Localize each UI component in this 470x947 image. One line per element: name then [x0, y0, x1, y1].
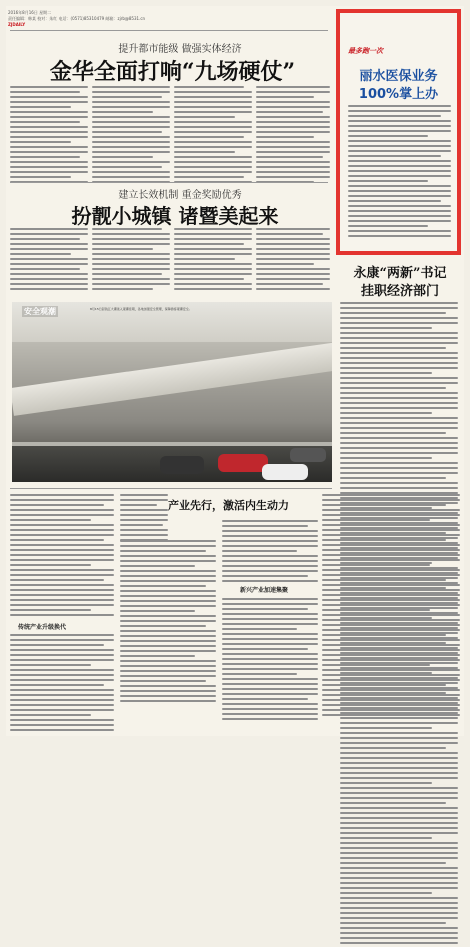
- story3-column-1b: [10, 634, 114, 734]
- story1-headline: 金华全面打响“九场硬仗”: [49, 59, 296, 85]
- sidebox-headline-2: 100%掌上办: [358, 87, 439, 102]
- story2-kicker: 建立长效机制 重金奖励优秀: [118, 190, 242, 201]
- masthead-brand: ZJDAILY: [8, 22, 26, 27]
- masthead-date: 2016年8月16日 星期二: [8, 10, 52, 15]
- sidebox-body: [348, 105, 451, 240]
- story3-headline: 产业先行，激活内生动力: [168, 499, 289, 512]
- story3-column-2: [120, 540, 216, 705]
- story3-subhead-1: 传统产业升级换代: [18, 624, 67, 631]
- masthead-credits: 责任编辑：韩某 校对：朱红 电话：(0571)85310479 邮箱：zjrb@8531.cn: [8, 16, 146, 21]
- story2-headline: 扮靓小城镇 诸暨美起来: [71, 204, 279, 228]
- sidebox-headline-1: 丽水医保业务: [359, 69, 438, 84]
- side-story-headline-1: 永康“两新”书记: [353, 266, 447, 281]
- story2-column-2: [92, 228, 170, 293]
- highlighted-article-box: [336, 9, 461, 255]
- story1-column-2: [92, 86, 170, 186]
- story1-column-1: [10, 86, 88, 186]
- story3-narrow-column: [120, 494, 168, 544]
- masthead: [8, 10, 328, 28]
- story1-column-4: [256, 86, 330, 186]
- story3-subhead-2: 新兴产业加速集聚: [240, 587, 289, 594]
- story1-bottom-rule: [10, 182, 328, 183]
- story3-column-4: [322, 494, 460, 719]
- story3-column-1: [10, 494, 114, 619]
- story3-column-3: [222, 520, 318, 585]
- photo-label: 安全观潮: [24, 307, 56, 316]
- story3-column-3b: [222, 598, 318, 723]
- story2-column-3: [174, 228, 252, 293]
- story2-column-1: [10, 228, 88, 293]
- top-rule: [10, 30, 328, 31]
- tide-photo: [12, 302, 332, 482]
- story2-column-4: [256, 228, 330, 293]
- story1-column-3: [174, 86, 252, 186]
- photo-caption: 8月15日起钱江大潮进入观潮佳期，各地加强安全管理，保障游客观潮安全。: [90, 307, 192, 311]
- side-story-headline-2: 挂职经济部门: [360, 284, 439, 299]
- story1-kicker: 提升都市能级 做强实体经济: [118, 44, 242, 55]
- photo-bottom-rule: [10, 488, 332, 489]
- sidebox-tag: 最多跑一次: [348, 47, 383, 55]
